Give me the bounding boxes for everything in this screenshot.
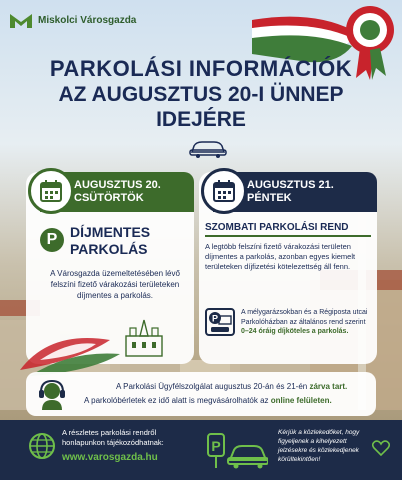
m-logo-icon — [10, 12, 32, 28]
free-parking-line-1: DÍJMENTES — [70, 224, 151, 240]
garage-info — [241, 308, 371, 337]
calendar-icon — [201, 168, 247, 214]
free-parking-description: A Városgazda üzemeltetésében lévő felszíni fizető várakozási területeken díjmentes a parkolás. — [50, 269, 180, 300]
footer — [0, 420, 402, 480]
globe-icon — [28, 432, 56, 460]
saturday-rules-description: A legtöbb felszíni fizető várakozási területen díjmentes a parkolás, azonban egyes kiemelt területeken díjfizetési kötelezettség áll fenn. — [205, 242, 356, 271]
august-20-header — [40, 172, 194, 212]
service-closed-bold: zárva tart. — [309, 382, 348, 391]
footer-caution-text: Kérjük a közlekedőket, hogy figyeljenek a kihelyezett jelzésekre és közlekedjenek körültekintően! — [278, 429, 360, 463]
heading-divider — [205, 235, 371, 237]
title-line-2: AZ AUGUSZTUS 20-I ÜNNEP — [58, 83, 344, 106]
garage-info-highlight: 0–24 óráig díjköteles a parkolás. — [241, 328, 349, 335]
parking-p-icon: P — [40, 228, 64, 252]
city-hall-illustration-icon — [122, 318, 166, 358]
service-online-text — [84, 396, 332, 405]
service-online-pre: A parkolóbérletek ez idő alatt is megvásárolhatók az — [84, 396, 269, 405]
august-21-date — [247, 179, 334, 205]
parking-car-icon — [206, 430, 268, 470]
svg-text:P: P — [211, 313, 219, 324]
service-closed-pre: A Parkolási Ügyfélszolgálat augusztus 20-án és 21-én — [116, 382, 308, 391]
brand-name: Miskolci Városgazda — [38, 14, 137, 26]
website-link[interactable]: www.varosgazda.hu — [62, 452, 158, 463]
title-line-1: PARKOLÁSI INFORMÁCIÓK — [49, 56, 353, 81]
free-parking-line-2: PARKOLÁS — [70, 241, 148, 257]
august-20-date — [74, 179, 161, 205]
footer-info-text: A részletes parkolási rendről honlapunkon tájékozódhatnak: — [62, 428, 164, 447]
august-20-weekday: CSÜTÖRTÖK — [74, 192, 144, 204]
customer-service-notice — [26, 372, 376, 416]
headset-agent-icon — [36, 378, 68, 410]
august-20-date-line: AUGUSZTUS 20. — [74, 179, 161, 191]
august-21-date-line: AUGUSZTUS 21. — [247, 179, 334, 191]
brand-logo[interactable] — [10, 12, 136, 28]
garage-info-text: A mélygarázsokban és a Régiposta utcai Parkolóházban az általános rend szerint — [241, 309, 368, 326]
page-title — [0, 56, 402, 132]
service-closed-text — [116, 382, 347, 391]
august-21-card — [199, 172, 377, 364]
parking-garage-icon — [205, 308, 235, 336]
car-outline-icon — [188, 138, 228, 158]
title-line-3: IDEJÉRE — [156, 108, 246, 131]
saturday-rules-heading: SZOMBATI PARKOLÁSI REND — [205, 222, 349, 233]
online-surface-link[interactable]: online felületen. — [270, 396, 332, 405]
svg-text:P: P — [211, 438, 221, 454]
august-21-weekday: PÉNTEK — [247, 192, 292, 204]
august-21-header — [213, 172, 377, 212]
calendar-icon — [28, 168, 74, 214]
free-parking-title — [70, 224, 150, 258]
heart-icon — [372, 440, 390, 456]
